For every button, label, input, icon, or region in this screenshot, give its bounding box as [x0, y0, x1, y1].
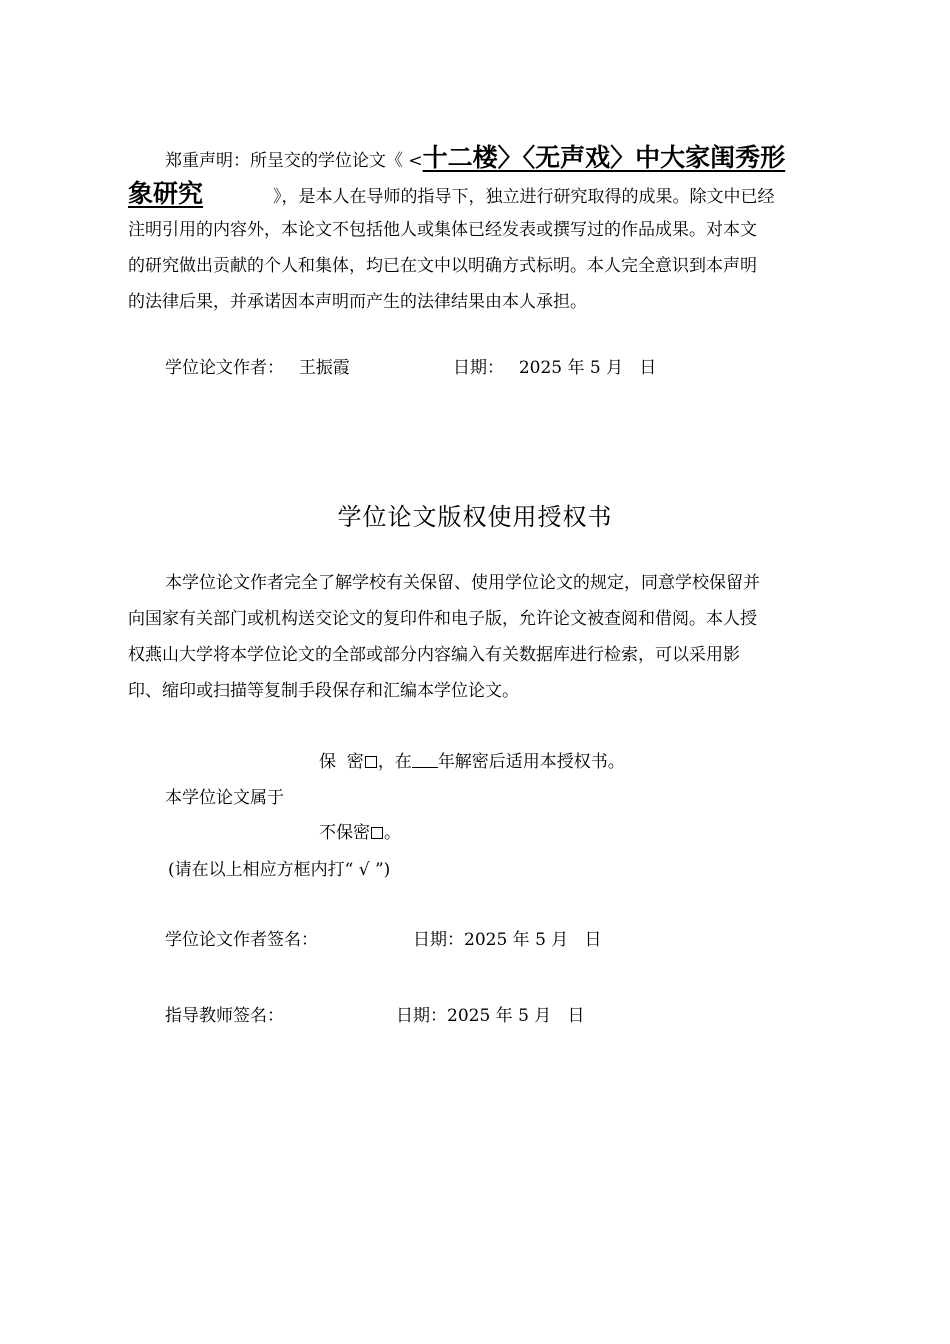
license-title: 学位论文版权使用授权书: [337, 503, 613, 531]
declaration-line-4: 的研究做出贡献的个人和集体，均已在文中以明确方式标明。本人完全意识到本声明: [128, 256, 757, 276]
license-line-3: 权燕山大学将本学位论文的全部或部分内容编入有关数据库进行检索，可以采用影: [128, 645, 740, 665]
declaration-line-2: [128, 176, 828, 212]
declaration-line-3: 注明引用的内容外，本论文不包括他人或集体已经发表或撰写过的作品成果。对本文: [128, 220, 757, 240]
secret-option: [319, 753, 625, 771]
secret-years-blank[interactable]: [412, 753, 438, 768]
declaration-line-2-rest: 》，是本人在导师的指导下，独立进行研究取得的成果。除文中已经: [273, 187, 775, 207]
author-signature-date: [413, 932, 602, 949]
not-secret-label: 不保密: [319, 823, 370, 843]
author-signature-date-label: 日期：: [413, 930, 464, 950]
license-line-4: 印、缩印或扫描等复制手段保存和汇编本学位论文。: [128, 681, 519, 701]
author-signature-label: 学位论文作者签名：: [165, 930, 318, 950]
author-date: [453, 360, 656, 377]
check-instruction: (请在以上相应方框内打“ √ ”): [168, 860, 391, 880]
belongs-label: 本学位论文属于: [165, 788, 284, 808]
thesis-title-line-2: 象研究: [128, 179, 204, 208]
secret-label: 保 密: [319, 752, 364, 772]
author-date-value: 2025 年 5 月 日: [518, 358, 657, 378]
declaration-line-5: 的法律后果，并承诺因本声明而产生的法律结果由本人承担。: [128, 292, 587, 312]
advisor-signature-date-value: 2025 年 5 月 日: [447, 1006, 585, 1026]
declaration-line-1: [128, 140, 828, 176]
secret-tail: 年解密后适用本授权书。: [437, 752, 625, 772]
advisor-signature-date: [396, 1008, 585, 1025]
not-secret-option: [319, 825, 401, 842]
declaration-title-lt: <: [408, 151, 423, 171]
declaration-paragraph: [128, 140, 828, 320]
advisor-signature-date-label: 日期：: [396, 1006, 447, 1026]
author-signature-date-value: 2025 年 5 月 日: [464, 930, 602, 950]
not-secret-tail: 。: [384, 823, 401, 843]
author-date-label: 日期：: [453, 358, 504, 378]
author-line: [165, 360, 350, 377]
license-paragraph: [128, 565, 828, 709]
author-name: 王振霞: [298, 358, 350, 378]
secret-mid: ，在: [377, 752, 412, 772]
declaration-prefix: 郑重声明：所呈交的学位论文《: [165, 151, 409, 171]
secret-checkbox[interactable]: [365, 756, 377, 768]
license-line-1: 本学位论文作者完全了解学校有关保留、使用学位论文的规定，同意学校保留并: [165, 573, 760, 593]
not-secret-checkbox[interactable]: [371, 827, 383, 839]
license-line-2: 向国家有关部门或机构送交论文的复印件和电子版，允许论文被查阅和借阅。本人授: [128, 609, 757, 629]
thesis-title-line-1: 十二楼〉〈无声戏〉中大家闺秀形: [422, 143, 786, 172]
advisor-signature-label: 指导教师签名：: [165, 1006, 284, 1026]
author-label: 学位论文作者：: [165, 358, 284, 378]
